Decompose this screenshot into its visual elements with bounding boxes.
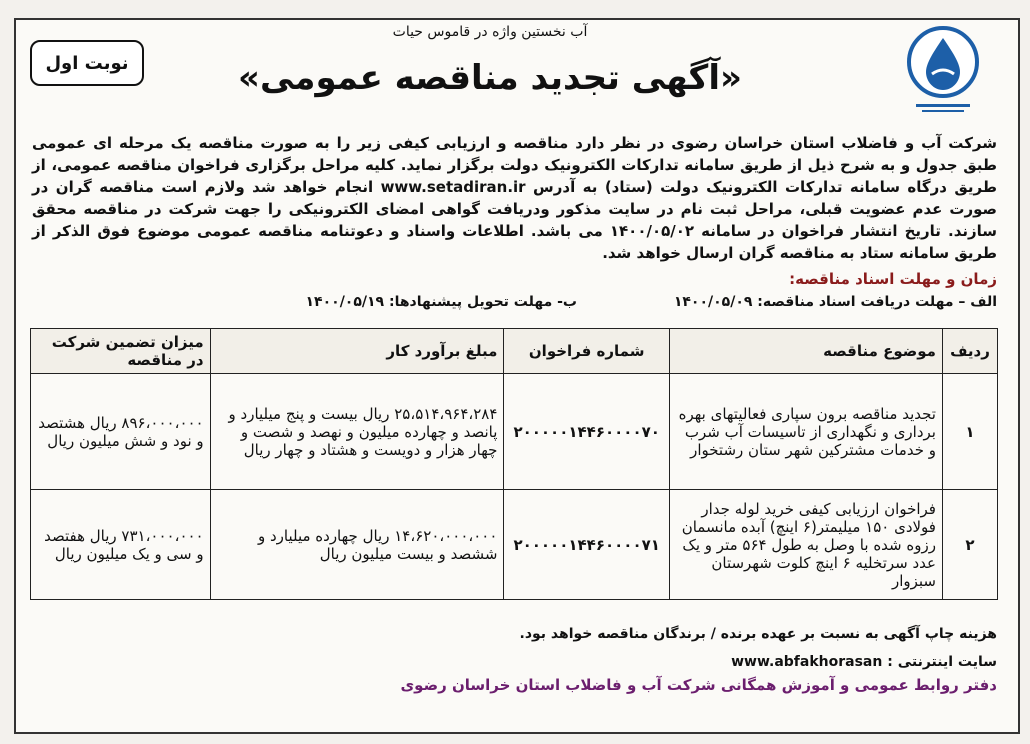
round-badge: نوبت اول	[30, 40, 144, 86]
row-bond: ۷۳۱،۰۰۰،۰۰۰ ریال هفتصد و سی و یک میلیون ریال	[31, 490, 211, 600]
row-index: ۲	[942, 490, 997, 600]
website-line: سایت اینترنتی : www.abfakhorasan	[731, 654, 997, 670]
header-index: ردیف	[942, 329, 997, 374]
row-number: ۲۰۰۰۰۰۱۴۴۶۰۰۰۰۷۰	[504, 374, 670, 490]
header-bond: میزان تضمین شرکت در مناقصه	[31, 329, 211, 374]
deadlines-row	[32, 294, 997, 318]
body-paragraph: شرکت آب و فاضلاب استان خراسان رضوی در نظر دارد مناقصه و ارزیابی کیفی زیر را به صورت مناقصه یک مرحله ای عمومی طبق جدول و به شرح ذیل از طریق سامانه تدارکات الکترونیک دولت برگزار نماید. کلیه مراحل برگزاری فراخوان مناقصه عمومی، از طریق درگاه سامانه تدارکات الکترونیک دولت (ستاد) به آدرس www.setadiran.ir انجام خواهد شد ولازم است مناقصه گران در صورت عدم عضویت قبلی، مراحل ثبت نام در سایت مذکور ودریافت گواهی امضای الکترونیکی را جهت شرکت در مناقصه محقق سازند. تاریخ انتشار فراخوان در سامانه ۱۴۰۰/۰۵/۰۲ می باشد. اطلاعات واسناد و دعوتنامه مناقصه عمومی موضوع فوق الذکر از طریق سامانه ستاد به مناقصه گران ارسال خواهد شد.	[32, 134, 998, 262]
header-motto: آب نخستین واژه در قاموس حیات	[392, 24, 588, 40]
row-subject: تجدید مناقصه برون سپاری فعالیتهای بهره برداری و نگهداری از تاسیسات آب شرب و خدمات مشترکین شهر ستان رشتخوار	[669, 374, 942, 490]
header-estimate: مبلغ برآورد کار	[210, 329, 504, 374]
tender-table	[30, 328, 998, 600]
header-subject: موضوع مناقصه	[669, 329, 942, 374]
printing-cost-note: هزینه چاپ آگهی به نسبت بر عهده برنده / برندگان مناقصه خواهد بود.	[519, 626, 997, 642]
table-row	[31, 374, 998, 490]
row-bond: ۸۹۶،۰۰۰،۰۰۰ ریال هشتصد و نود و شش میلیون ریال	[31, 374, 211, 490]
deadline-submit-bids: ب- مهلت تحویل پیشنهادها: ۱۴۰۰/۰۵/۱۹	[305, 294, 577, 310]
row-subject: فراخوان ارزیابی کیفی خرید لوله جدار فولادی ۱۵۰ میلیمتر(۶ اینچ) آبده مانسمان رزوه شده با وصل به طول ۵۶۴ متر و یک عدد سرتخلیه ۶ اینچ کلوت شهرستان سبزوار	[669, 490, 942, 600]
table-row	[31, 490, 998, 600]
table-header-row	[31, 329, 998, 374]
public-relations-office: دفتر روابط عمومی و آموزش همگانی شرکت آب و فاضلاب استان خراسان رضوی	[400, 676, 997, 694]
row-number: ۲۰۰۰۰۰۱۴۴۶۰۰۰۰۷۱	[504, 490, 670, 600]
deadline-receive-docs: الف – مهلت دریافت اسناد مناقصه: ۱۴۰۰/۰۵/۰۹	[673, 294, 997, 310]
row-estimate: ۲۵،۵۱۴،۹۶۴،۲۸۴ ریال بیست و پنج میلیارد و پانصد و چهارده میلیون و نهصد و شصت و چهار هزار و دویست و هشتاد و چهار ریال	[210, 374, 504, 490]
row-estimate: ۱۴،۶۲۰،۰۰۰،۰۰۰ ریال چهارده میلیارد و ششصد و بیست میلیون ریال	[210, 490, 504, 600]
notice-title: «آگهی تجدید مناقصه عمومی»	[238, 58, 742, 98]
company-logo	[902, 24, 984, 116]
header-number: شماره فراخوان	[504, 329, 670, 374]
deadlines-section-title: زمان و مهلت اسناد مناقصه:	[789, 270, 997, 288]
row-index: ۱	[942, 374, 997, 490]
